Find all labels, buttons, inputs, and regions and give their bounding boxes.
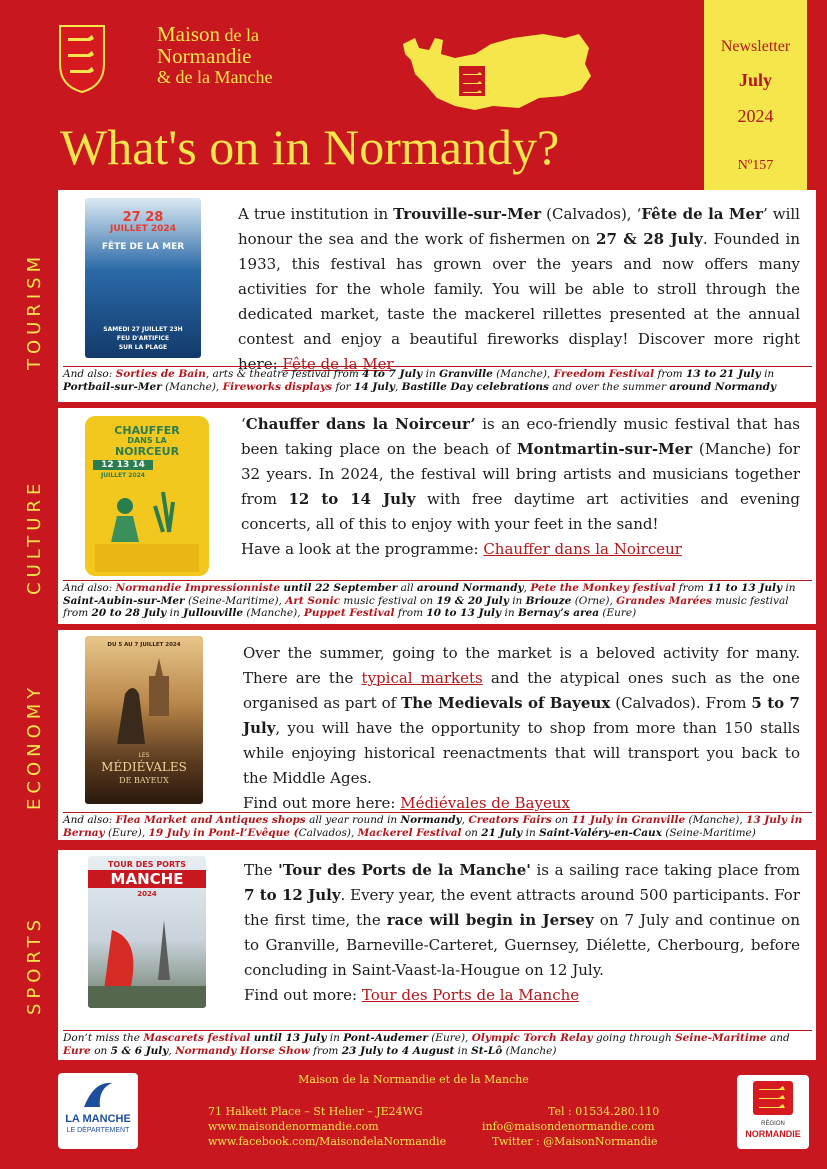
- text: on 7 July and continue on to Granville, Barneville-Carteret, Guernsey, Diélette, Cherbourg, before concluding in Saint-Vaast-la-Hougue on 12 July.: [244, 911, 800, 979]
- medievales-de-bayeux-poster[interactable]: [85, 636, 203, 804]
- text: Mascarets festival: [143, 1032, 251, 1044]
- text: (Manche),: [165, 380, 220, 393]
- la-manche-logo[interactable]: [58, 1073, 138, 1149]
- text: in: [512, 594, 523, 607]
- text: Fireworks displays: [222, 380, 333, 393]
- text: 4 to 7 July: [362, 368, 423, 380]
- text: and the atypical ones such as the one organised as part of: [243, 669, 800, 712]
- poster-line-4: 12 13 14: [93, 460, 153, 470]
- text: 5 to 7 July: [243, 694, 800, 737]
- brand-name: [157, 24, 272, 88]
- text: 12 to 14 July: [288, 490, 416, 508]
- text: in: [504, 607, 515, 619]
- text: (Manche): [505, 1044, 557, 1057]
- economy-panel: [58, 630, 816, 840]
- text: is a sailing race taking place from: [530, 861, 801, 879]
- text: ’ will honour the sea and the work of fishermen on: [238, 205, 800, 248]
- footer-tel: Tel : 01534.280.110: [548, 1105, 660, 1118]
- text: Saint-Valéry-en-Caux: [539, 826, 662, 839]
- text: on: [555, 814, 569, 826]
- tourism-text: [238, 202, 800, 377]
- poster-line-1: TOUR DES PORTS: [107, 860, 187, 869]
- footer-email[interactable]: info@maisondenormandie.com: [482, 1120, 655, 1133]
- text: (Eure): [602, 607, 637, 619]
- poster-line-1: CHAUFFER: [114, 424, 180, 437]
- text: (Calvados), ‘: [541, 205, 642, 223]
- text: in: [457, 1044, 468, 1057]
- text: Have a look at the programme:: [241, 540, 479, 558]
- culture-panel: [58, 408, 816, 624]
- text: Normandy Horse Show: [175, 1044, 310, 1057]
- text: going through: [595, 1032, 672, 1044]
- text: 11 to 13 July: [707, 582, 783, 594]
- normandy-crest-icon: [58, 24, 106, 94]
- text: from: [313, 1044, 339, 1057]
- brand-line-3: & de la Manche: [157, 67, 273, 87]
- side-label-culture: CULTURE: [24, 478, 45, 595]
- issue-number: Nº157: [737, 158, 774, 173]
- text: St-Lô: [471, 1044, 503, 1057]
- text: Olympic Torch Relay: [471, 1032, 593, 1044]
- text: in: [785, 582, 796, 594]
- text: Sorties de Bain: [115, 368, 206, 380]
- poster-line-5: JUILLET 2024: [101, 472, 145, 479]
- text: Find out more here:: [243, 794, 396, 812]
- text: Don’t miss the: [63, 1032, 141, 1044]
- text: 13 July in Bernay: [63, 814, 803, 839]
- poster-line-6: SUR LA PLAGE: [118, 344, 168, 351]
- text: around Normandy: [669, 380, 777, 393]
- poster-line-5: FEU D'ARTIFICE: [116, 335, 170, 342]
- text: music festival from: [63, 594, 789, 619]
- text: . Every year, the event attracts around 500 participants. For the first time, the: [244, 886, 800, 929]
- poster-illustration: [85, 654, 203, 744]
- text: 27 & 28 July: [596, 230, 703, 248]
- text: 13 to 21 July: [685, 368, 761, 380]
- poster-line-4: SAMEDI 27 JUILLET 23H: [103, 326, 183, 333]
- text: (Calvados). From: [610, 694, 747, 712]
- economy-also: [63, 812, 812, 839]
- text: Calvados),: [298, 826, 355, 839]
- normandy-map-icon: [395, 22, 605, 117]
- text: (Eure),: [107, 826, 146, 839]
- sports-text: [244, 858, 800, 1008]
- text: The: [244, 861, 273, 879]
- text: race will begin in Jersey: [386, 911, 594, 929]
- text: (Orne),: [574, 594, 613, 607]
- sports-also: [63, 1030, 812, 1057]
- text: and over the summer: [552, 380, 666, 393]
- text: Over the summer, going to the market is a beloved activity for many. There are the: [243, 644, 800, 687]
- text: 10 to 13 July: [426, 607, 502, 619]
- text: in: [764, 368, 775, 380]
- text: Freedom Festival: [553, 368, 655, 380]
- text: 19 & 20 July: [436, 594, 509, 607]
- brand-line-1: Maison: [157, 22, 220, 46]
- poster-line-3: NOIRCEUR: [114, 445, 180, 458]
- fete-de-la-mer-link[interactable]: Fête de la Mer: [282, 355, 394, 373]
- text: 'Tour des Ports de la Manche': [278, 861, 531, 879]
- text: 5 & 6 July: [110, 1044, 169, 1057]
- region-normandie-crest-icon: [753, 1081, 793, 1115]
- text: Creators Fairs: [468, 814, 552, 826]
- logo-right-line1: RÉGION: [761, 1121, 785, 1127]
- text: Montmartin-sur-Mer: [516, 440, 693, 458]
- text: ,: [168, 1044, 172, 1057]
- text: for: [335, 380, 351, 393]
- text: Find out more:: [244, 986, 358, 1004]
- footer-twitter[interactable]: Twitter : @MaisonNormandie: [492, 1135, 658, 1148]
- text: Saint-Aubin-sur-Mer: [63, 594, 185, 607]
- text: Grandes Marées: [616, 594, 712, 607]
- side-label-sports: SPORTS: [24, 914, 45, 1015]
- text: with free daytime art activities and evening concerts, all of this to enjoy with your feet in the sand!: [241, 490, 800, 533]
- logo-left-line2: LE DÉPARTEMENT: [66, 1127, 130, 1134]
- tour-des-ports-poster[interactable]: [88, 856, 206, 1008]
- newsletter-label: Newsletter: [720, 38, 791, 55]
- text: Portbail-sur-Mer: [63, 380, 162, 393]
- text: , arts & theatre festival from: [205, 368, 359, 380]
- text: (Manche),: [496, 368, 551, 380]
- tourism-also: [63, 366, 812, 393]
- text: Chauffer dans la Noirceur’: [245, 415, 476, 433]
- text: And also:: [63, 582, 113, 594]
- text: A true institution in: [238, 205, 389, 223]
- poster-line-1: DU 5 AU 7 JUILLET 2024: [107, 642, 181, 648]
- text: Seine-Maritime: [675, 1032, 767, 1044]
- text: (Seine-Maritime): [665, 826, 756, 839]
- economy-text: [243, 641, 800, 816]
- newsletter-badge: [704, 0, 807, 200]
- footer-title: Maison de la Normandie et de la Manche: [298, 1073, 529, 1086]
- poster-illustration: [85, 482, 209, 576]
- text: until 22 September: [283, 582, 398, 594]
- culture-text: [241, 412, 800, 562]
- footer-website[interactable]: www.maisondenormandie.com: [208, 1120, 379, 1133]
- text: Jullouville: [183, 607, 244, 619]
- text: Trouville-sur-Mer: [393, 205, 542, 223]
- text: Bernay’s area: [517, 607, 600, 619]
- poster-dates: 27 28: [122, 210, 164, 225]
- poster-line-2: DANS LA: [127, 436, 167, 445]
- logo-right-line2: NORMANDIE: [745, 1129, 801, 1139]
- poster-line-2: MANCHE: [88, 870, 206, 888]
- text: Pete the Monkey festival: [530, 582, 676, 594]
- text: (Manche) for 32 years. In 2024, the festival will bring artists and musicians together from: [241, 440, 800, 508]
- poster-month: JUILLET 2024: [110, 224, 176, 234]
- text: ‘: [241, 415, 246, 433]
- sports-panel: [58, 850, 816, 1060]
- tour-des-ports-link[interactable]: Tour des Ports de la Manche: [361, 986, 580, 1004]
- footer-address: 71 Halkett Place – St Helier – JE24WG: [208, 1105, 423, 1118]
- text: (Manche),: [246, 607, 301, 619]
- text: all: [400, 582, 414, 594]
- text: Granville: [439, 368, 493, 380]
- text: from: [678, 582, 704, 594]
- text: and: [769, 1032, 790, 1044]
- text: And also:: [63, 368, 113, 380]
- text: 11 July in Granville: [571, 814, 686, 826]
- text: Normandy: [400, 814, 462, 826]
- tourism-panel: [58, 190, 816, 402]
- newsletter-month: July: [738, 70, 772, 90]
- text: ,: [461, 814, 465, 826]
- text: (Eure),: [431, 1032, 469, 1044]
- text: 21 July: [481, 826, 523, 839]
- text: Art Sonic: [285, 594, 341, 607]
- medievales-de-bayeux-link[interactable]: Médiévales de Bayeux: [400, 794, 570, 812]
- fete-de-la-mer-poster[interactable]: [85, 198, 201, 358]
- text: 23 July to 4 August: [341, 1044, 455, 1057]
- text: in: [425, 368, 436, 380]
- newsletter-year: 2024: [737, 106, 774, 126]
- text: around Normandy: [416, 582, 524, 594]
- text: 14 July: [354, 380, 395, 393]
- poster-line-3: MÉDIÉVALES: [101, 760, 187, 774]
- text: from: [657, 368, 683, 380]
- poster-line-4: DE BAYEUX: [119, 776, 169, 785]
- text: is an eco-friendly music festival that has been taking place on the beach of: [241, 415, 800, 458]
- text: Eure: [63, 1044, 91, 1057]
- page-title: What's on in Normandy?: [60, 119, 560, 175]
- text: , you will have the opportunity to shop from more than 150 stalls while enjoying historical reenactments that will transport you back to the Middle Ages.: [243, 719, 800, 787]
- text: Flea Market and Antiques shops: [115, 814, 306, 826]
- text: in: [329, 1032, 340, 1044]
- text: ,: [394, 380, 399, 393]
- text: 20 to 28 July: [91, 607, 167, 619]
- text: . Founded in 1933, this festival has grown over the years and now offers many activities for the whole family. You will be able to stroll through the dedicated market, taste the mackerel rillettes presented at the annual contest and enjoy a beautiful fireworks display! Discover more right here:: [238, 230, 800, 373]
- text: in: [525, 826, 536, 839]
- text: Normandie Impressionniste: [115, 582, 281, 594]
- text: Fête de la Mer: [641, 205, 763, 223]
- brand-line-2: Normandie: [157, 44, 252, 68]
- text: from: [397, 607, 424, 619]
- logo-left-line1: LA MANCHE: [65, 1113, 131, 1125]
- text: (Manche),: [688, 814, 743, 826]
- text: on: [94, 1044, 108, 1057]
- brand-line-1b: de la: [224, 25, 259, 45]
- text: in: [169, 607, 180, 619]
- poster-title: FÊTE DE LA MER: [101, 242, 185, 252]
- sailboat-illustration: [88, 900, 206, 1008]
- footer-facebook[interactable]: www.facebook.com/MaisondelaNormandie: [208, 1135, 447, 1148]
- text: music festival on: [343, 594, 434, 607]
- side-label-economy: ECONOMY: [24, 682, 45, 810]
- text: ,: [523, 582, 527, 594]
- typical-markets-link[interactable]: typical markets: [361, 669, 483, 687]
- la-manche-icon: [80, 1079, 116, 1111]
- poster-line-3: 2024: [137, 890, 157, 898]
- text: Puppet Festival: [303, 607, 395, 619]
- text: 7 to 12 July: [244, 886, 341, 904]
- text: Briouze: [525, 594, 572, 607]
- chauffer-dans-la-noirceur-poster[interactable]: [85, 416, 209, 576]
- text: Bastille Day celebrations: [401, 380, 549, 393]
- text: And also:: [63, 814, 113, 826]
- text: until 13 July: [253, 1032, 327, 1044]
- region-normandie-logo[interactable]: [737, 1075, 809, 1149]
- culture-also: [63, 580, 812, 620]
- text: Pont-Audemer: [343, 1032, 428, 1044]
- poster-line-2: LES: [138, 752, 150, 759]
- text: The Medievals of Bayeux: [401, 694, 611, 712]
- side-label-tourism: TOURISM: [24, 251, 45, 370]
- text: (Seine-Maritime),: [187, 594, 282, 607]
- text: Mackerel Festival: [357, 826, 462, 839]
- chauffer-dans-la-noirceur-link[interactable]: Chauffer dans la Noirceur: [483, 540, 682, 558]
- text: on: [464, 826, 478, 839]
- text: 19 July in Pont-l’Evêque (: [148, 826, 299, 839]
- text: all year round in: [309, 814, 398, 826]
